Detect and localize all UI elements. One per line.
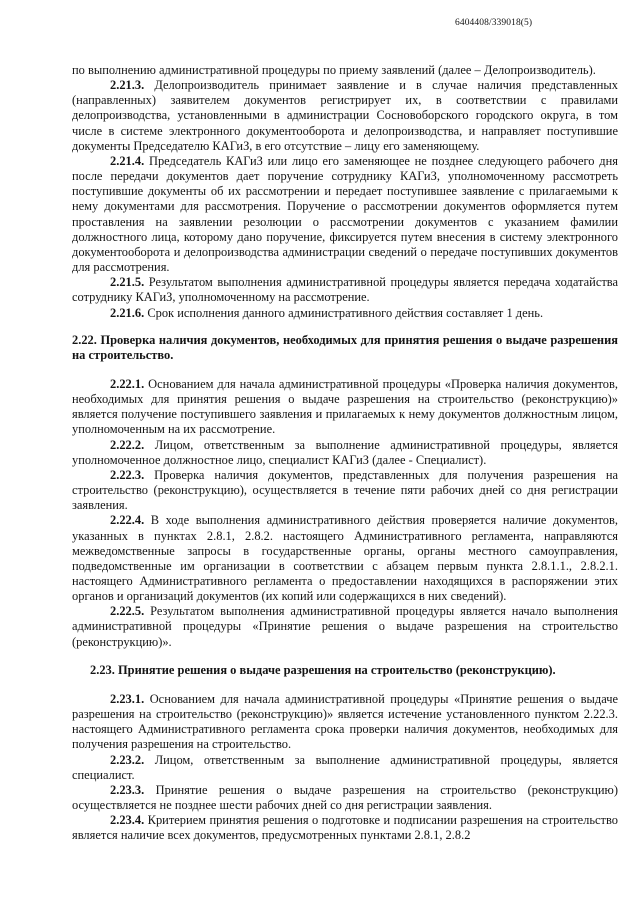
clause-number: 2.22.3. bbox=[110, 467, 145, 482]
paragraph-text: Принятие решения о выдаче разрешения на строительство (реконструкцию) осуществляется не позднее шести рабочих дней со дня регистрации заявления. bbox=[72, 782, 618, 813]
paragraph-text: Результатом выполнения административной процедуры является передача ходатайства сотруднику КАГиЗ, уполномоченному на рассмотрение. bbox=[72, 275, 618, 305]
paragraph-text: Основанием для начала административной процедуры «Проверка наличия документов, необходимых для принятия решения о выдаче разрешения на строительство (реконструкцию)» является получение поступившего заявления и прилагаемых к нему документов должностным лицом, уполномоченным на их рассмотрение. bbox=[72, 376, 618, 437]
paragraph bbox=[72, 513, 618, 604]
paragraph bbox=[72, 154, 618, 275]
paragraph-text: Проверка наличия документов, представленных для получения разрешения на строительство (реконструкцию), осуществляется в течение пяти рабочих дней со дня регистрации заявления. bbox=[72, 467, 618, 513]
paragraph bbox=[72, 306, 618, 321]
paragraph bbox=[72, 468, 618, 513]
paragraph bbox=[72, 78, 618, 154]
paragraph bbox=[72, 438, 618, 468]
clause-number: 2.23.4. bbox=[110, 813, 145, 828]
paragraph-text: Основанием для начала административной процедуры «Принятие решения о выдаче разрешения на строительство (реконструкцию)» является истечение установленного пунктом 2.22.3. настоящего Административного регламента срока проверки наличия документов, необходимых для получения разрешения на строительство. bbox=[72, 691, 618, 752]
section-heading: 2.22. Проверка наличия документов, необходимых для принятия решения о выдаче разрешения на строительство. bbox=[72, 332, 618, 362]
paragraph-text: Результатом выполнения административной процедуры является начало выполнения административной процедуры «Принятие решения о выдаче разрешения на строительство (реконструкцию)». bbox=[72, 604, 618, 649]
paragraph bbox=[72, 377, 618, 438]
paragraph-text: Лицом, ответственным за выполнение административной процедуры, является специалист. bbox=[72, 752, 618, 782]
paragraph bbox=[72, 604, 618, 649]
paragraph bbox=[72, 275, 618, 305]
paragraph bbox=[72, 692, 618, 753]
paragraph-text: Лицом, ответственным за выполнение административной процедуры, является уполномоченное должностное лицо, специалист КАГиЗ (далее - Специалист). bbox=[72, 437, 618, 467]
paragraph-text: по выполнению административной процедуры по приему заявлений (далее – Делопроизводитель). bbox=[72, 63, 596, 77]
clause-number: 2.22.2. bbox=[110, 437, 145, 452]
paragraph bbox=[72, 783, 618, 813]
paragraph bbox=[72, 813, 618, 843]
paragraph-text: Председатель КАГиЗ или лицо его заменяющее не позднее следующего рабочего дня после передачи документов дает поручение сотруднику КАГиЗ, уполномоченному рассмотреть поступившие документы об их рассмотрении и передает поступившее заявление с прилагаемыми к нему документами для рассмотрения. Поручение о рассмотрении документов оформляется путем проставления на заявлении резолюции о рассмотрении документов с указанием фамилии должностного лица, которому дано поручение, фиксируется путем внесения в систему электронного документооборота и делопроизводства администрации сведений о передаче поступивших документов для рассмотрения. bbox=[72, 153, 618, 275]
document-body bbox=[72, 63, 618, 844]
document-id: 6404408/339018(5) bbox=[455, 18, 533, 28]
paragraph-text: Срок исполнения данного административного действия составляет 1 день. bbox=[144, 305, 544, 320]
paragraph-text: Делопроизводитель принимает заявление и в случае наличия представленных (направленных) заявителем документов регистрирует их, в соответствии с правилами делопроизводства, установленными в администрации Сосновоборского городского округа, в том числе в системе электронного документооборота и делопроизводства, и направляет поступившие документы Председателю КАГиЗ, в его отсутствие – лицу его заменяющему. bbox=[72, 78, 618, 153]
paragraph-text: Критерием принятия решения о подготовке и подписании разрешения на строительство является наличие всех документов, предусмотренных пунктами 2.8.1, 2.8.2 bbox=[72, 813, 618, 843]
clause-number: 2.21.3. bbox=[110, 78, 145, 93]
clause-number: 2.22.4. bbox=[110, 513, 145, 528]
clause-number: 2.22.1. bbox=[110, 376, 145, 391]
clause-number: 2.23.1. bbox=[110, 691, 145, 706]
section-heading: 2.23. Принятие решения о выдаче разрешения на строительство (реконструкцию). bbox=[90, 662, 556, 677]
clause-number: 2.21.4. bbox=[110, 153, 145, 168]
clause-number: 2.23.3. bbox=[110, 782, 145, 797]
clause-number: 2.23.2. bbox=[110, 752, 145, 767]
paragraph-text: В ходе выполнения административного действия проверяется наличие документов, указанных в пунктах 2.8.1, 2.8.2. настоящего Административного регламента, направляются межведомственные запросы в государственные органы, органы местного самоуправления, подведомственные им организации в соответствии с абзацем первым пункта 2.8.1.1., 2.8.2.1. настоящего Административного регламента о предоставлении находящихся в распоряжении этих органов и организаций документов (их копий или содержащихся в них сведений). bbox=[72, 513, 618, 604]
paragraph bbox=[72, 753, 618, 783]
paragraph bbox=[72, 63, 618, 78]
clause-number: 2.21.6. bbox=[110, 305, 145, 320]
clause-number: 2.22.5. bbox=[110, 604, 145, 619]
clause-number: 2.21.5. bbox=[110, 275, 145, 290]
